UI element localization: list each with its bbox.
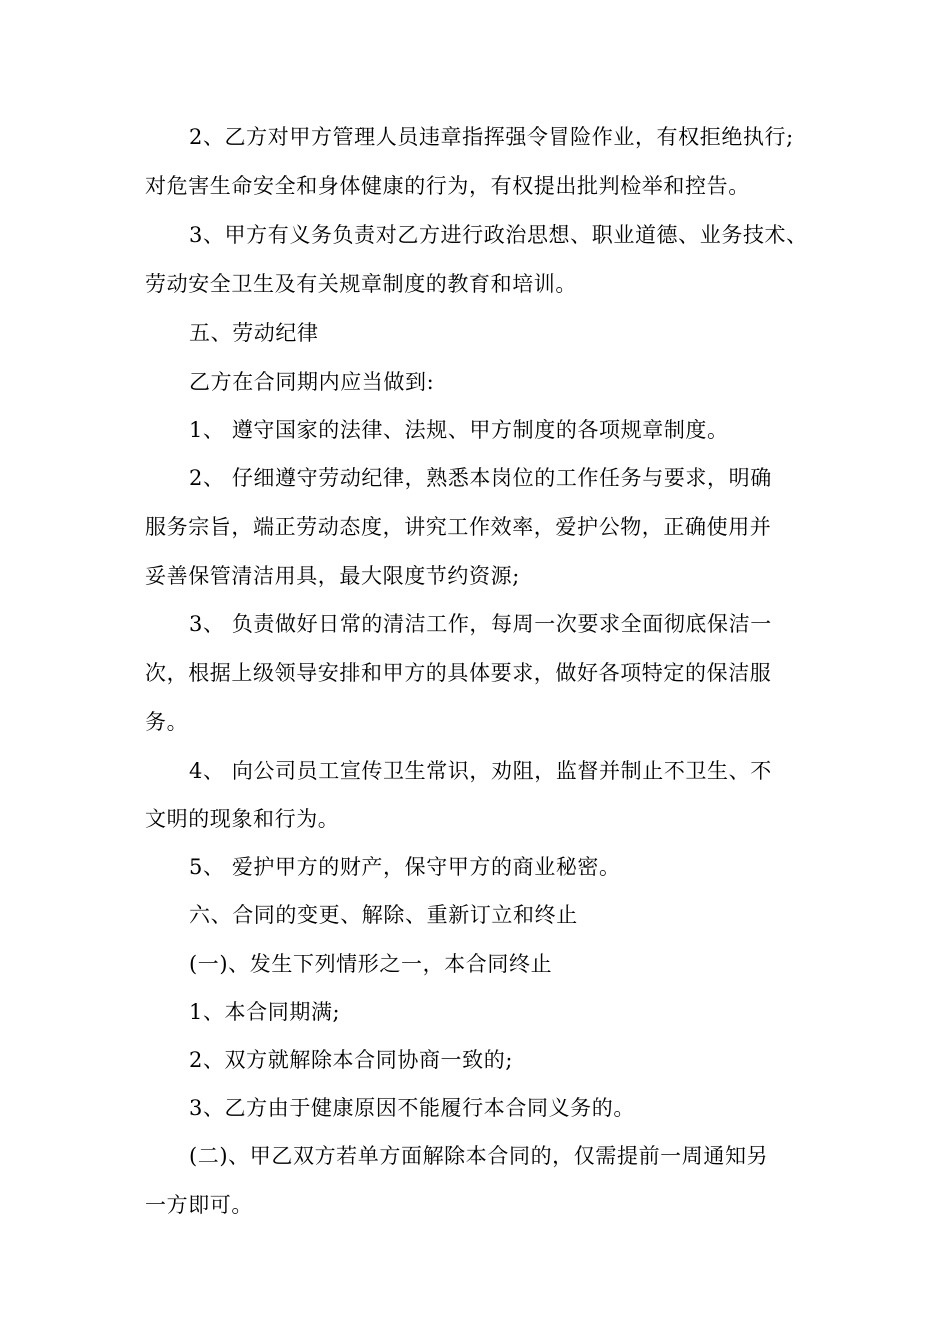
text-line: 3、 负责做好日常的清洁工作，每周一次要求全面彻底保洁一 (189, 612, 772, 636)
text-line: 1、 遵守国家的法律、法规、甲方制度的各项规章制度。 (189, 418, 729, 442)
text-line: 一方即可。 (145, 1193, 253, 1217)
section-heading: 六、合同的变更、解除、重新订立和终止 (189, 903, 578, 927)
text-line: (一)、发生下列情形之一，本合同终止 (189, 952, 553, 976)
section-heading: 五、劳动纪律 (189, 321, 319, 345)
text-line: 妥善保管清洁用具，最大限度节约资源; (145, 564, 520, 588)
text-line: 2、乙方对甲方管理人员违章指挥强令冒险作业，有权拒绝执行; (189, 125, 794, 149)
text-line: 3、乙方由于健康原因不能履行本合同义务的。 (189, 1096, 635, 1120)
text-line: 文明的现象和行为。 (145, 807, 340, 831)
text-line: 服务宗旨，端正劳动态度，讲究工作效率，爱护公物，正确使用并 (145, 515, 772, 539)
text-line: 2、双方就解除本合同协商一致的; (189, 1048, 514, 1072)
text-line: 对危害生命安全和身体健康的行为，有权提出批判检举和控告。 (145, 174, 750, 198)
text-line: 次，根据上级领导安排和甲方的具体要求，做好各项特定的保洁服 (145, 661, 772, 685)
text-line: 4、 向公司员工宣传卫生常识，劝阻，监督并制止不卫生、不 (189, 759, 772, 783)
text-line: (二)、甲乙双方若单方面解除本合同的，仅需提前一周通知另 (189, 1144, 769, 1168)
text-line: 劳动安全卫生及有关规章制度的教育和培训。 (145, 272, 577, 296)
text-line: 5、 爱护甲方的财产，保守甲方的商业秘密。 (189, 855, 621, 879)
text-line: 乙方在合同期内应当做到: (189, 370, 435, 394)
text-line: 1、本合同期满; (189, 1000, 341, 1024)
text-line: 2、 仔细遵守劳动纪律，熟悉本岗位的工作任务与要求，明确 (189, 466, 772, 490)
text-line: 3、甲方有义务负责对乙方进行政治思想、职业道德、业务技术、 (189, 223, 808, 247)
text-line: 务。 (145, 710, 189, 734)
